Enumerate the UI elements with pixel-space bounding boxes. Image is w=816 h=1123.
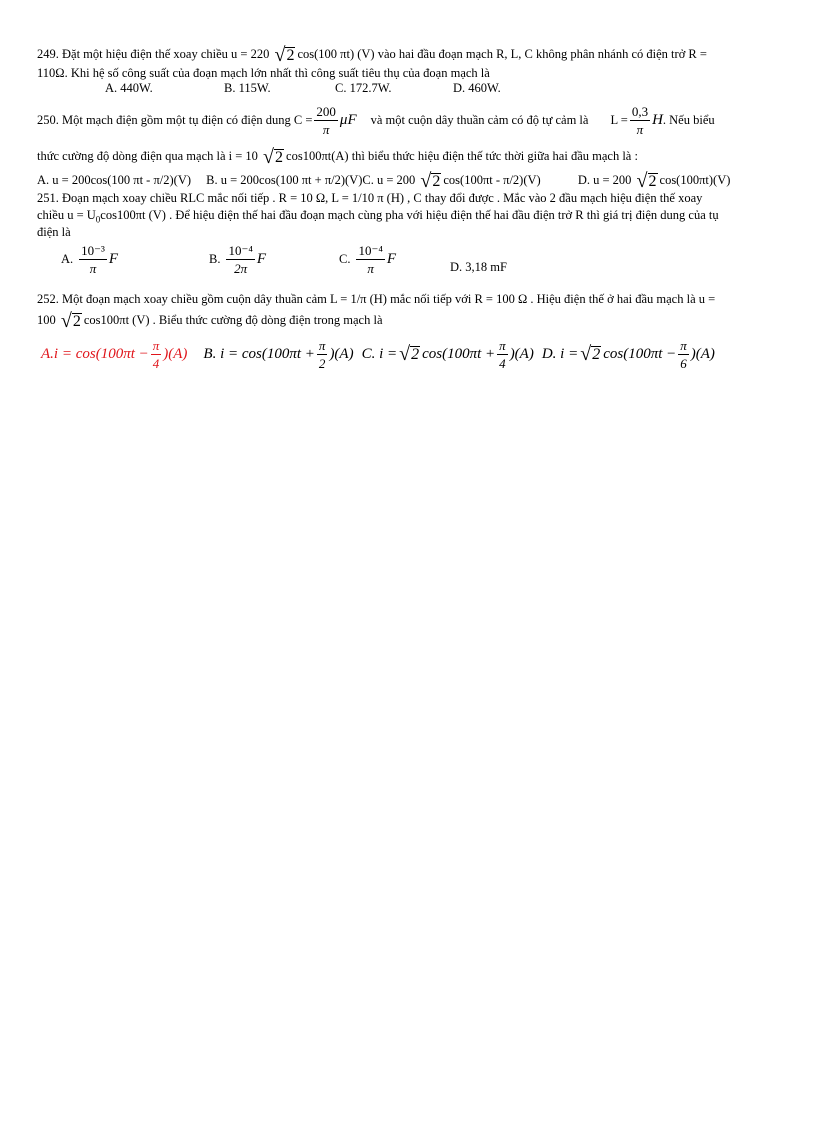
q250-option-b-c: B. u = 200cos(100 πt + π/2)(V)C. u = 200 √ 2 cos(100πt - π/2)(V) bbox=[206, 170, 541, 193]
capacitance-unit: μF bbox=[339, 112, 357, 128]
q250-line2: thức cường độ dòng điện qua mạch là i = 10 √ 2 cos100πt(A) thì biểu thức hiệu điện thế tức thời giữa hai đầu mạch là : bbox=[37, 146, 638, 169]
q250-options bbox=[37, 170, 782, 193]
q249-line2: 110Ω. Khi hệ số công suất của đoạn mạch lớn nhất thì công suất tiêu thụ của đoạn mạch là bbox=[37, 66, 490, 80]
inductance-fraction: $\frac{0,3}{\pi}$ bbox=[631, 103, 649, 137]
q252-answer-a: A.i = cos(100πt − $\frac{\pi}{4}$ )(A) bbox=[41, 337, 188, 371]
sqrt-symbol: √ 2 bbox=[420, 170, 441, 193]
q250-line1 bbox=[37, 100, 715, 140]
q249-option-d: D. 460W. bbox=[453, 81, 501, 95]
capacitance-fraction: $\frac{200}{\pi}$ bbox=[316, 103, 336, 137]
q250-text-c: . Nếu biểu bbox=[662, 113, 715, 127]
q250-text-a: 250. Một mạch điện gồm một tụ điện có điện dung C = bbox=[37, 113, 313, 127]
q249-text-b: cos(100 πt) (V) vào hai đầu đoạn mạch R, L, C không phân nhánh có điện trở R = bbox=[297, 47, 707, 61]
sqrt-symbol: √ 2 bbox=[580, 343, 601, 365]
inductance-label: L = bbox=[610, 113, 628, 127]
q251-option-a: A. $\frac{\text{10⁻³}}{\pi}$ F bbox=[61, 243, 119, 276]
q252-line1: 252. Một đoạn mạch xoay chiều gồm cuộn dây thuần cảm L = 1/π (H) mắc nối tiếp với R = 100 Ω . Hiệu điện thế ở hai đầu mạch là u = bbox=[37, 292, 716, 306]
q250-option-d: D. u = 200 √ 2 cos(100πt)(V) bbox=[577, 170, 731, 193]
q249-option-c: C. 172.7W. bbox=[335, 81, 392, 95]
q251-option-d: D. 3,18 mF bbox=[450, 260, 507, 274]
sqrt-symbol: √ 2 bbox=[636, 170, 657, 193]
q249-option-a: A. 440W. bbox=[105, 81, 153, 95]
sqrt-symbol: √ 2 bbox=[274, 44, 295, 67]
q251-option-b: B. $\frac{\text{10⁻⁴}}{2\pi}$ F bbox=[209, 243, 267, 276]
sqrt-symbol: √ 2 bbox=[60, 310, 81, 333]
q251-option-c: C. $\frac{\text{10⁻⁴}}{\pi}$ F bbox=[339, 243, 397, 276]
q252-line2: 100 √ 2 cos100πt (V) . Biểu thức cường độ dòng điện trong mạch là bbox=[37, 310, 383, 333]
q249-line1 bbox=[37, 44, 707, 67]
q250-option-a: A. u = 200cos(100 πt - π/2)(V) bbox=[37, 173, 192, 187]
q249-text-a: 249. Đặt một hiệu điện thế xoay chiều u = 220 bbox=[37, 47, 273, 61]
sqrt-symbol: √ 2 bbox=[399, 343, 420, 365]
q252-answers bbox=[41, 334, 715, 374]
q252-answer-c: C. i = √ 2 cos(100πt + $\frac{\pi}{4}$ )(A) bbox=[361, 337, 534, 371]
q252-answer-b: B. i = cos(100πt + $\frac{\pi}{2}$ )(A) bbox=[203, 337, 354, 371]
q250-text-b: và một cuộn dây thuần cảm có độ tự cảm là bbox=[370, 113, 589, 127]
inductance-unit: H bbox=[652, 112, 663, 128]
q251-line1: 251. Đoạn mạch xoay chiều RLC mắc nối tiếp . R = 10 Ω, L = 1/10 π (H) , C thay đổi được . Mắc vào 2 đầu mạch hiệu điện thế xoay bbox=[37, 191, 703, 205]
sqrt-symbol: √ 2 bbox=[263, 146, 284, 169]
q251-line3: điện là bbox=[37, 225, 71, 239]
q252-answer-d: D. i = √ 2 cos(100πt − $\frac{\pi}{6}$ )(A) bbox=[541, 337, 715, 371]
q251-line2: chiều $u = U_0\cos 100\pi t$ (V) . Để hiệu điện thế hai đầu đoạn mạch cùng pha với hiệu điện thế hai đầu điện trở R thì giá trị điện dung của tụ bbox=[37, 208, 719, 225]
q249-option-b: B. 115W. bbox=[224, 81, 271, 95]
